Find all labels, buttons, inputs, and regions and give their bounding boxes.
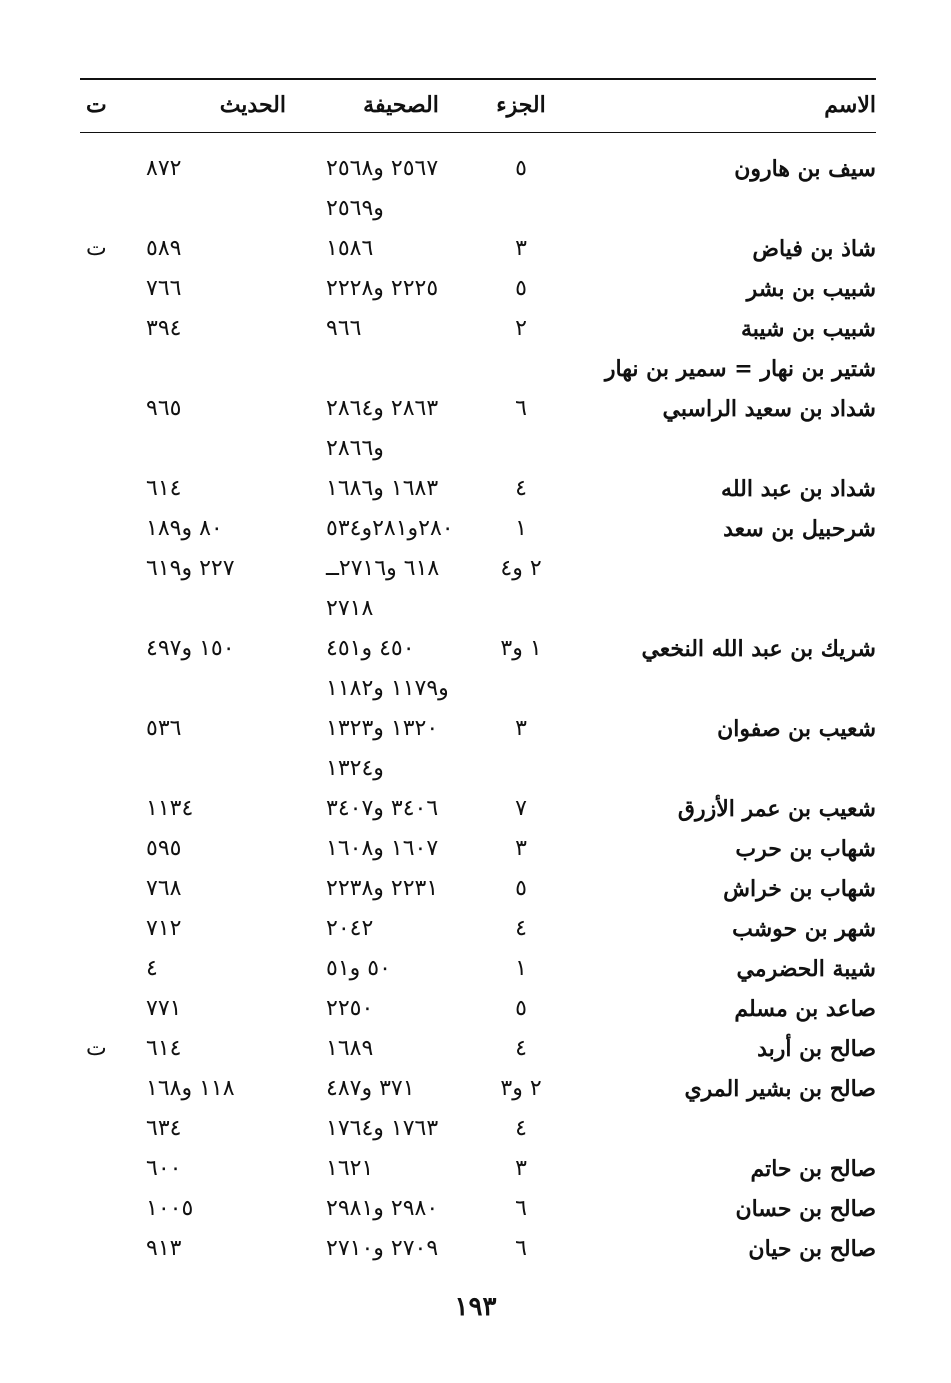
narrator-name: صالح بن أربد: [757, 1036, 876, 1062]
page-cell: [316, 133, 486, 229]
t-mark: [80, 869, 136, 909]
t-mark: [80, 549, 136, 629]
narrator-name: صالح بن حيان: [748, 1236, 876, 1262]
hadith-cell: ٩١٣: [146, 1236, 182, 1261]
volume-cell: ٥: [515, 996, 527, 1021]
hadith-cell: ٨٠ و١٨٩: [146, 516, 223, 541]
page-cell: [316, 789, 486, 829]
t-mark: [80, 909, 136, 949]
table-row: [80, 389, 876, 469]
page-line: ٩٦٦: [326, 316, 362, 341]
narrator-name: شعيب بن صفوان: [717, 716, 876, 742]
hadith-cell: ٧١٢: [146, 916, 182, 941]
header-volume: الجزء: [496, 92, 546, 118]
volume-cell: ٥: [515, 156, 527, 181]
table-row: [80, 1229, 876, 1269]
table-row: [80, 629, 876, 709]
page-cell: [316, 349, 486, 389]
hadith-cell: ١٥٠ و٤٩٧: [146, 636, 235, 661]
index-page: [80, 78, 876, 1269]
table-row: [80, 989, 876, 1029]
narrator-name: شبيب بن بشر: [746, 276, 876, 302]
table-row: [80, 1109, 876, 1149]
volume-cell: ٦: [515, 1196, 527, 1221]
page-line: ١٦٠٧ و١٦٠٨: [326, 836, 439, 861]
narrator-name: صالح بن حسان: [735, 1196, 876, 1222]
page-line: ٢٥٦٧ و٢٥٦٨: [326, 156, 439, 181]
hadith-cell: ٦٠٠: [146, 1156, 182, 1181]
t-mark: [80, 349, 136, 389]
page-number: ١٩٣: [454, 1292, 497, 1322]
volume-cell: ٤: [515, 1036, 527, 1061]
page-cell: [316, 509, 486, 549]
page-line: ١٧٦٣ و١٧٦٤: [326, 1116, 439, 1141]
page-cell: [316, 469, 486, 509]
header-page: الصحيفة: [363, 92, 439, 118]
narrator-name: شعيب بن عمر الأزرق: [677, 796, 876, 822]
page-cell: [316, 1189, 486, 1229]
t-mark: [80, 789, 136, 829]
table-row: [80, 789, 876, 829]
page-line: ١٥٨٦: [326, 236, 374, 261]
volume-cell: ٥: [515, 276, 527, 301]
page-line: ١٦٢١: [326, 1156, 374, 1181]
table-row: [80, 1029, 876, 1069]
page-cell: [316, 829, 486, 869]
hadith-cell: ٩٦٥: [146, 396, 182, 421]
narrator-name: شهاب بن خراش: [723, 876, 876, 902]
t-mark: [80, 829, 136, 869]
narrator-name: شرحبيل بن سعد: [723, 516, 876, 542]
hadith-cell: ٥٩٥: [146, 836, 182, 861]
page-line: ٢٢٥٠: [326, 996, 374, 1021]
header-name: الاسم: [824, 92, 876, 118]
page-cell: [316, 309, 486, 349]
volume-cell: ١: [515, 956, 527, 981]
table-row: [80, 509, 876, 549]
page-cell: [316, 949, 486, 989]
table-row: [80, 229, 876, 269]
header-t: ت: [86, 92, 107, 118]
volume-cell: ٣: [515, 716, 527, 741]
hadith-cell: ١١٣٤: [146, 796, 194, 821]
page-cell: [316, 389, 486, 469]
table-row: [80, 309, 876, 349]
page-line: ٣٤٠٦ و٣٤٠٧: [326, 796, 439, 821]
table-row: [80, 869, 876, 909]
narrator-name: [556, 549, 876, 629]
volume-cell: ٢: [515, 316, 527, 341]
hadith-cell: ٥٣٦: [146, 716, 182, 741]
page-line: ٢٢٣١ و٢٢٣٨: [326, 876, 439, 901]
page-line: ٢٩٨٠ و٢٩٨١: [326, 1196, 439, 1221]
page-cell: [316, 909, 486, 949]
volume-cell: ٣: [515, 1156, 527, 1181]
header-hadith: الحديث: [219, 92, 286, 118]
hadith-cell: ٧٧١: [146, 996, 182, 1021]
volume-cell: ٦: [515, 1236, 527, 1261]
table-row: [80, 269, 876, 309]
t-mark: [80, 269, 136, 309]
page-line-continued: و٢٥٦٩: [326, 196, 384, 221]
narrator-name: سيف بن هارون: [734, 156, 876, 182]
page-line: ٥٠ و٥١: [326, 956, 391, 981]
table-row: [80, 1149, 876, 1189]
table-row: [80, 349, 876, 389]
hadith-cell: ٢٢٧ و٦١٩: [146, 556, 235, 581]
t-mark: [80, 309, 136, 349]
page-line-continued: و١٣٢٤: [326, 756, 384, 781]
hadith-cell: ٦٣٤: [146, 1116, 182, 1141]
t-mark: [80, 1149, 136, 1189]
volume-cell: ٦: [515, 396, 527, 421]
page-cell: [316, 229, 486, 269]
narrator-name: شداد بن عبد الله: [721, 476, 876, 502]
page-line: ٢٧٠٩ و٢٧١٠: [326, 1236, 439, 1261]
page-cell: [316, 629, 486, 709]
hadith-cell: ٥٨٩: [146, 236, 182, 261]
table-row: [80, 709, 876, 789]
t-mark: ت: [86, 1036, 107, 1061]
narrator-name: شريك بن عبد الله النخعي: [641, 636, 876, 662]
volume-cell: ٣: [515, 236, 527, 261]
narrator-name: شهر بن حوشب: [732, 916, 876, 942]
narrator-name: صاعد بن مسلم: [734, 996, 876, 1022]
page-line: ١٣٢٠ و١٣٢٣: [326, 716, 439, 741]
narrators-index-table: [80, 80, 876, 1269]
page-line: ٢٠٤٢: [326, 916, 374, 941]
page-cell: [316, 549, 486, 629]
page-cell: [316, 989, 486, 1029]
hadith-cell: ٣٩٤: [146, 316, 182, 341]
volume-cell: ٤: [515, 476, 527, 501]
t-mark: [80, 949, 136, 989]
t-mark: [80, 1109, 136, 1149]
narrator-name: صالح بن بشير المري: [684, 1076, 876, 1102]
hadith-cell: ٧٦٨: [146, 876, 182, 901]
narrator-name: شتير بن نهار = سمير بن نهار: [604, 356, 876, 382]
narrator-name: شيبة الحضرمي: [736, 956, 876, 982]
hadith-cell: ٦١٤: [146, 476, 182, 501]
hadith-cell: ٧٦٦: [146, 276, 182, 301]
t-mark: [80, 629, 136, 709]
t-mark: [80, 1189, 136, 1229]
page-line-continued: ٢٧١٨: [326, 596, 374, 621]
volume-cell: ٢ و٣: [500, 1076, 542, 1101]
narrator-name: شهاب بن حرب: [735, 836, 876, 862]
volume-cell: ٤: [515, 1116, 527, 1141]
page-line-continued: و٢٨٦٦: [326, 436, 384, 461]
volume-cell: ١ و٣: [500, 636, 542, 661]
header-row: [80, 80, 876, 132]
hadith-cell: ١٠٠٥: [146, 1196, 194, 1221]
volume-cell: ٥: [515, 876, 527, 901]
narrator-name: [556, 1109, 876, 1149]
page-line: ١٦٨٣ و١٦٨٦: [326, 476, 439, 501]
t-mark: [80, 469, 136, 509]
t-mark: [80, 1229, 136, 1269]
t-mark: [80, 133, 136, 229]
table-row: [80, 1189, 876, 1229]
volume-cell: ٣: [515, 836, 527, 861]
page-cell: [316, 1149, 486, 1189]
narrator-name: شبيب بن شيبة: [740, 316, 876, 342]
table-row: [80, 949, 876, 989]
page-line: ٦١٨ و٢٧١٦ــ: [326, 556, 440, 581]
t-mark: [80, 389, 136, 469]
table-row: [80, 909, 876, 949]
table-row: [80, 829, 876, 869]
page-cell: [316, 869, 486, 909]
hadith-cell: [136, 349, 316, 389]
narrator-name: شاذ بن فياض: [752, 236, 876, 262]
t-mark: ت: [86, 236, 107, 261]
page-cell: [316, 1069, 486, 1109]
table-row: [80, 133, 876, 229]
table-row: [80, 1069, 876, 1109]
page-line: ٢٢٢٥ و٢٢٢٨: [326, 276, 439, 301]
page-cell: [316, 269, 486, 309]
table-row: [80, 549, 876, 629]
volume-cell: ١: [515, 516, 527, 541]
page-line: ٤٥٠ و٤٥١: [326, 636, 415, 661]
page-line: ٣٧١ و٤٨٧: [326, 1076, 415, 1101]
t-mark: [80, 709, 136, 789]
volume-cell: ٤: [515, 916, 527, 941]
hadith-cell: ٦١٤: [146, 1036, 182, 1061]
page-line: ٢٨٦٣ و٢٨٦٤: [326, 396, 439, 421]
page-line: ١٦٨٩: [326, 1036, 374, 1061]
volume-cell: ٧: [515, 796, 527, 821]
t-mark: [80, 509, 136, 549]
hadith-cell: ٤: [146, 956, 158, 981]
narrator-name: صالح بن حاتم: [750, 1156, 876, 1182]
page-cell: [316, 1229, 486, 1269]
page-cell: [316, 1109, 486, 1149]
narrator-name: شداد بن سعيد الراسبي: [662, 396, 876, 422]
hadith-cell: ٨٧٢: [146, 156, 182, 181]
page-line: ٢٨٠و٢٨١و٥٣٤: [326, 516, 454, 541]
page-cell: [316, 1029, 486, 1069]
volume-cell: ٢ و٤: [500, 556, 542, 581]
hadith-cell: ١١٨ و١٦٨: [146, 1076, 235, 1101]
page-line-continued: و١١٧٩ و١١٨٢: [326, 676, 449, 701]
table-row: [80, 469, 876, 509]
page-cell: [316, 709, 486, 789]
t-mark: [80, 989, 136, 1029]
volume-cell: [486, 349, 556, 389]
t-mark: [80, 1069, 136, 1109]
